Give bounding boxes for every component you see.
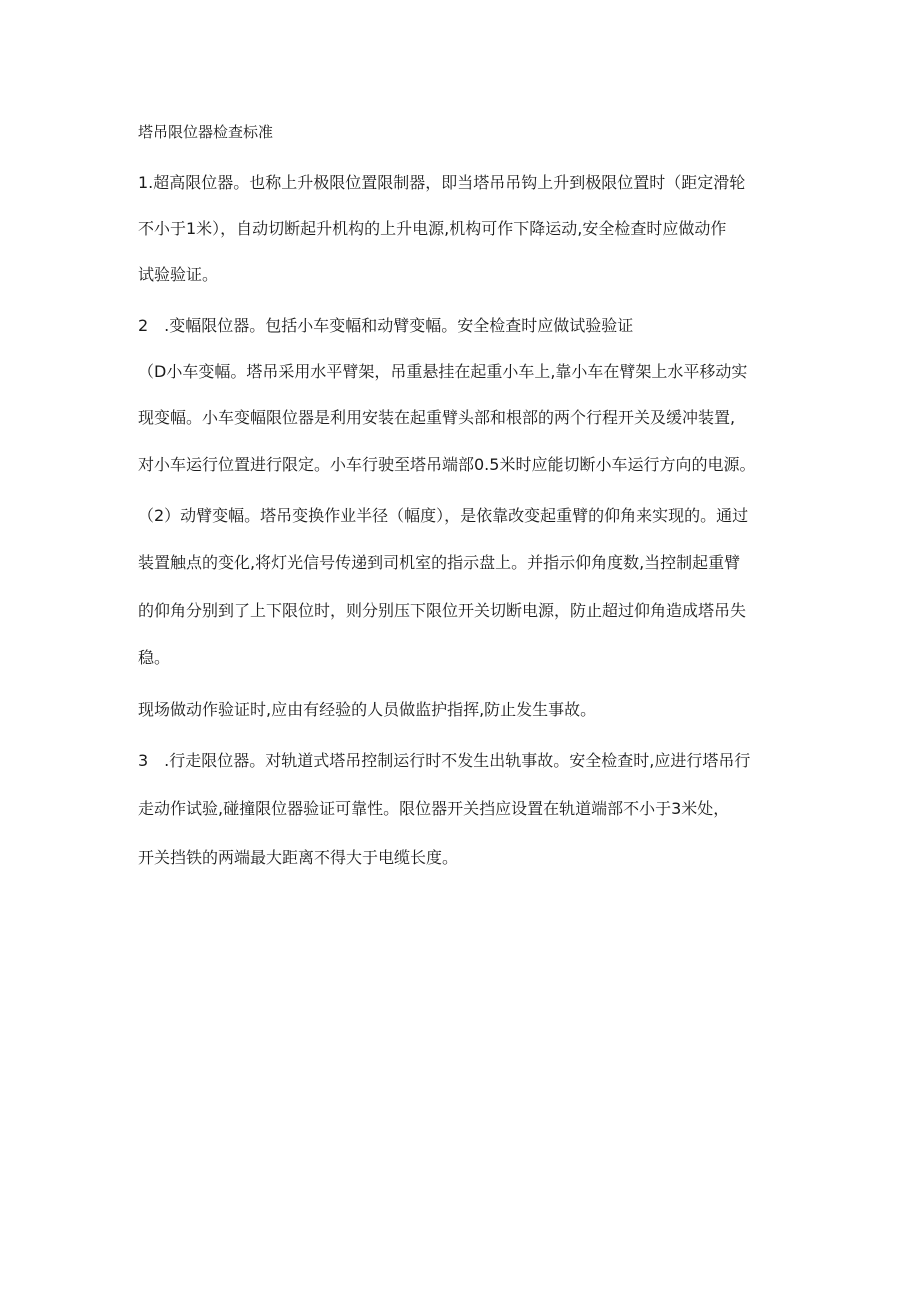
paragraph-line: 对小车运行位置进行限定。小车行驶至塔吊端部0.5米时应能切断小车运行方向的电源。: [138, 455, 756, 474]
paragraph-line: 的仰角分别到了上下限位时，则分别压下限位开关切断电源，防止超过仰角造成塔吊失: [138, 601, 747, 620]
paragraph-line: （D小车变幅。塔吊采用水平臂架，吊重悬挂在起重小车上,靠小车在臂架上水平移动实: [138, 362, 748, 381]
paragraph-line: 3 .行走限位器。对轨道式塔吊控制运行时不发生出轨事故。安全检查时,应进行塔吊行: [138, 751, 751, 770]
paragraph-line: 稳。: [138, 648, 171, 667]
paragraph-line: 不小于1米），自动切断起升机构的上升电源,机构可作下降运动,安全检查时应做动作: [138, 219, 727, 238]
paragraph-line: 2 .变幅限位器。包括小车变幅和动臂变幅。安全检查时应做试验验证: [138, 316, 634, 335]
paragraph-line: （2）动臂变幅。塔吊变换作业半径（幅度），是依靠改变起重臂的仰角来实现的。通过: [138, 506, 749, 525]
paragraph-line: 试验验证。: [138, 265, 219, 284]
paragraph-line: 现变幅。小车变幅限位器是利用安装在起重臂头部和根部的两个行程开关及缓冲装置,: [138, 408, 736, 427]
paragraph-line: 现场做动作验证时,应由有经验的人员做监护指挥,防止发生事故。: [138, 700, 597, 719]
paragraph-line: 开关挡铁的两端最大距离不得大于电缆长度。: [138, 848, 459, 867]
paragraph-line: 装置触点的变化,将灯光信号传递到司机室的指示盘上。并指示仰角度数,当控制起重臂: [138, 553, 741, 572]
paragraph-line: 1.超高限位器。也称上升极限位置限制器，即当塔吊吊钩上升到极限位置时（距定滑轮: [138, 173, 746, 192]
document-title: 塔吊限位器检查标准: [138, 123, 274, 141]
paragraph-line: 走动作试验,碰撞限位器验证可靠性。限位器开关挡应设置在轨道端部不小于3米处，: [138, 799, 730, 818]
